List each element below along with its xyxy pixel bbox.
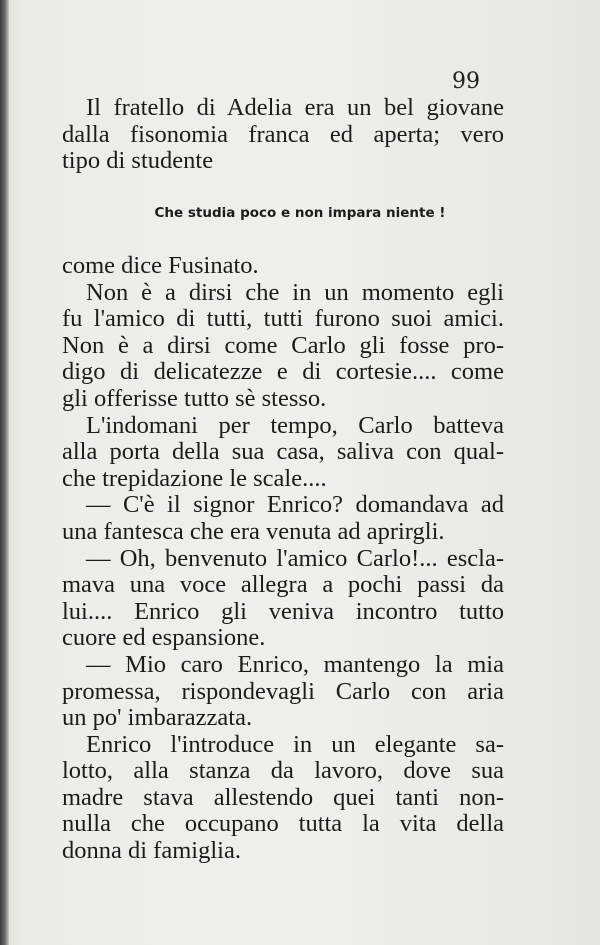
text-line: come dice Fusinato. xyxy=(62,252,259,279)
text-line: tipo di studente xyxy=(62,147,214,175)
text-line: — Oh, benvenuto l'amico Carlo!... escla- xyxy=(86,544,504,572)
text-line: lotto, alla stanza da lavoro, dove sua xyxy=(62,757,504,785)
text-line: Non è a dirsi come Carlo gli fosse pro- xyxy=(62,331,504,359)
text-line: una fantesca che era venuta ad aprirgli. xyxy=(62,517,445,545)
text-line: dalla fisonomia franca ed aperta; vero xyxy=(62,120,504,148)
text-line: cuore ed espansione. xyxy=(62,624,266,652)
text-line: digo di delicatezze e di cortesie.... come xyxy=(62,358,504,386)
text-line: — Mio caro Enrico, mantengo la mia xyxy=(86,650,504,678)
text-line: Il fratello di Adelia era un bel giovane xyxy=(86,94,504,121)
text-line: promessa, rispondevagli Carlo con aria xyxy=(62,677,504,705)
page-spine-edge xyxy=(0,0,9,945)
opening-paragraph xyxy=(62,95,504,175)
text-line: madre stava allestendo quei tanti non- xyxy=(62,783,504,811)
text-line: un po' imbarazzata. xyxy=(62,704,253,732)
text-line: che trepidazione le scale.... xyxy=(62,464,327,492)
text-line: lui.... Enrico gli veniva incontro tutto xyxy=(62,597,504,625)
text-line: Enrico l'introduce in un elegante sa- xyxy=(86,730,504,758)
page-number: 99 xyxy=(452,69,480,94)
text-line: donna di famiglia. xyxy=(62,837,241,865)
text-line: Non è a dirsi che in un momento egli xyxy=(86,278,504,306)
quoted-verse: Che studia poco e non impara niente ! xyxy=(154,205,446,221)
text-line: L'indomani per tempo, Carlo batteva xyxy=(86,411,504,439)
body-text xyxy=(62,253,504,865)
text-line: fu l'amico di tutti, tutti furono suoi amici. xyxy=(62,305,504,333)
text-line: alla porta della sua casa, saliva con qual- xyxy=(62,438,504,466)
text-line: — C'è il signor Enrico? domandava ad xyxy=(86,491,504,519)
text-line: nulla che occupano tutta la vita della xyxy=(62,810,504,838)
text-line: mava una voce allegra a pochi passi da xyxy=(62,571,504,599)
text-line: gli offerisse tutto sè stesso. xyxy=(62,384,327,412)
